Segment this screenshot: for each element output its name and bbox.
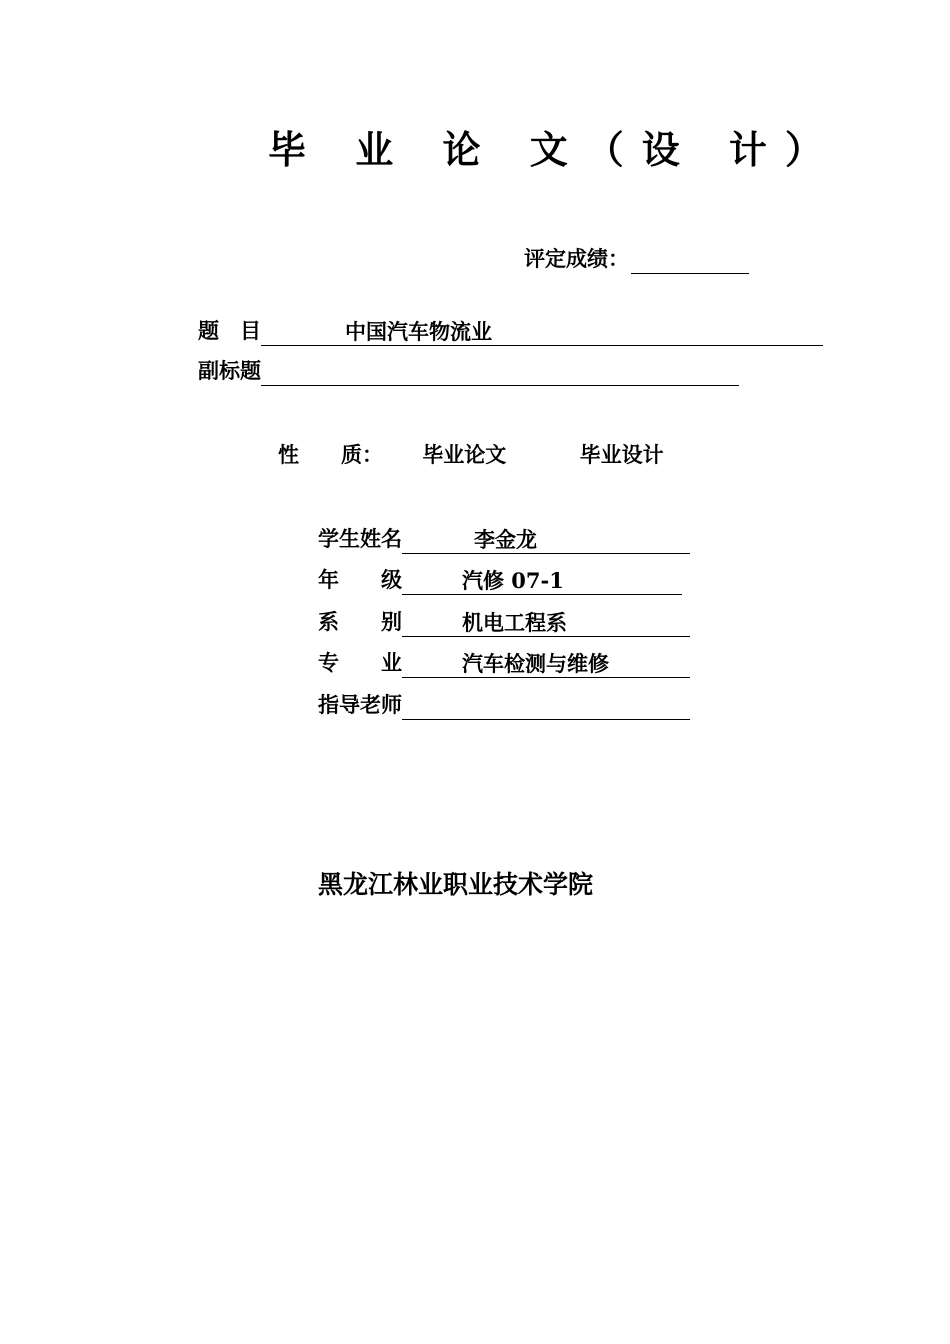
topic-value: 中国汽车物流业 (345, 319, 492, 344)
major-field[interactable] (402, 649, 690, 678)
topic-row (198, 316, 823, 346)
student-label: 学生姓名 (318, 526, 402, 551)
advisor-row (318, 690, 690, 720)
department-value: 机电工程系 (462, 610, 567, 635)
major-label: 专 业 (318, 650, 402, 675)
topic-field[interactable] (261, 317, 823, 346)
department-label: 系 别 (318, 609, 402, 634)
advisor-label: 指导老师 (318, 692, 402, 717)
grade-label: 评定成绩： (524, 246, 629, 271)
student-field[interactable] (402, 525, 690, 554)
class-label: 年 级 (318, 567, 402, 592)
nature-row (278, 440, 664, 470)
nature-option-thesis[interactable]: 毕业论文 (422, 442, 507, 467)
department-field[interactable] (402, 608, 690, 637)
grade-blank[interactable] (631, 251, 749, 274)
subtitle-label: 副标题 (198, 358, 261, 383)
class-row (318, 565, 682, 595)
student-value: 李金龙 (474, 527, 537, 552)
class-field[interactable] (402, 566, 682, 595)
nature-label: 性 质： (278, 442, 383, 467)
subtitle-row (198, 356, 739, 386)
class-value: 汽修 07-1 (462, 568, 564, 593)
document-title: 毕 业 论 文（设 计） (268, 127, 841, 172)
student-row (318, 524, 690, 554)
department-row (318, 607, 690, 637)
topic-label: 题 目 (198, 318, 261, 343)
advisor-field[interactable] (402, 691, 690, 720)
nature-option-design[interactable]: 毕业设计 (579, 442, 664, 467)
major-value: 汽车检测与维修 (462, 651, 609, 676)
college-name: 黑龙江林业职业技术学院 (318, 870, 594, 899)
major-row (318, 648, 690, 678)
grade-row (524, 244, 749, 274)
subtitle-field[interactable] (261, 357, 739, 386)
